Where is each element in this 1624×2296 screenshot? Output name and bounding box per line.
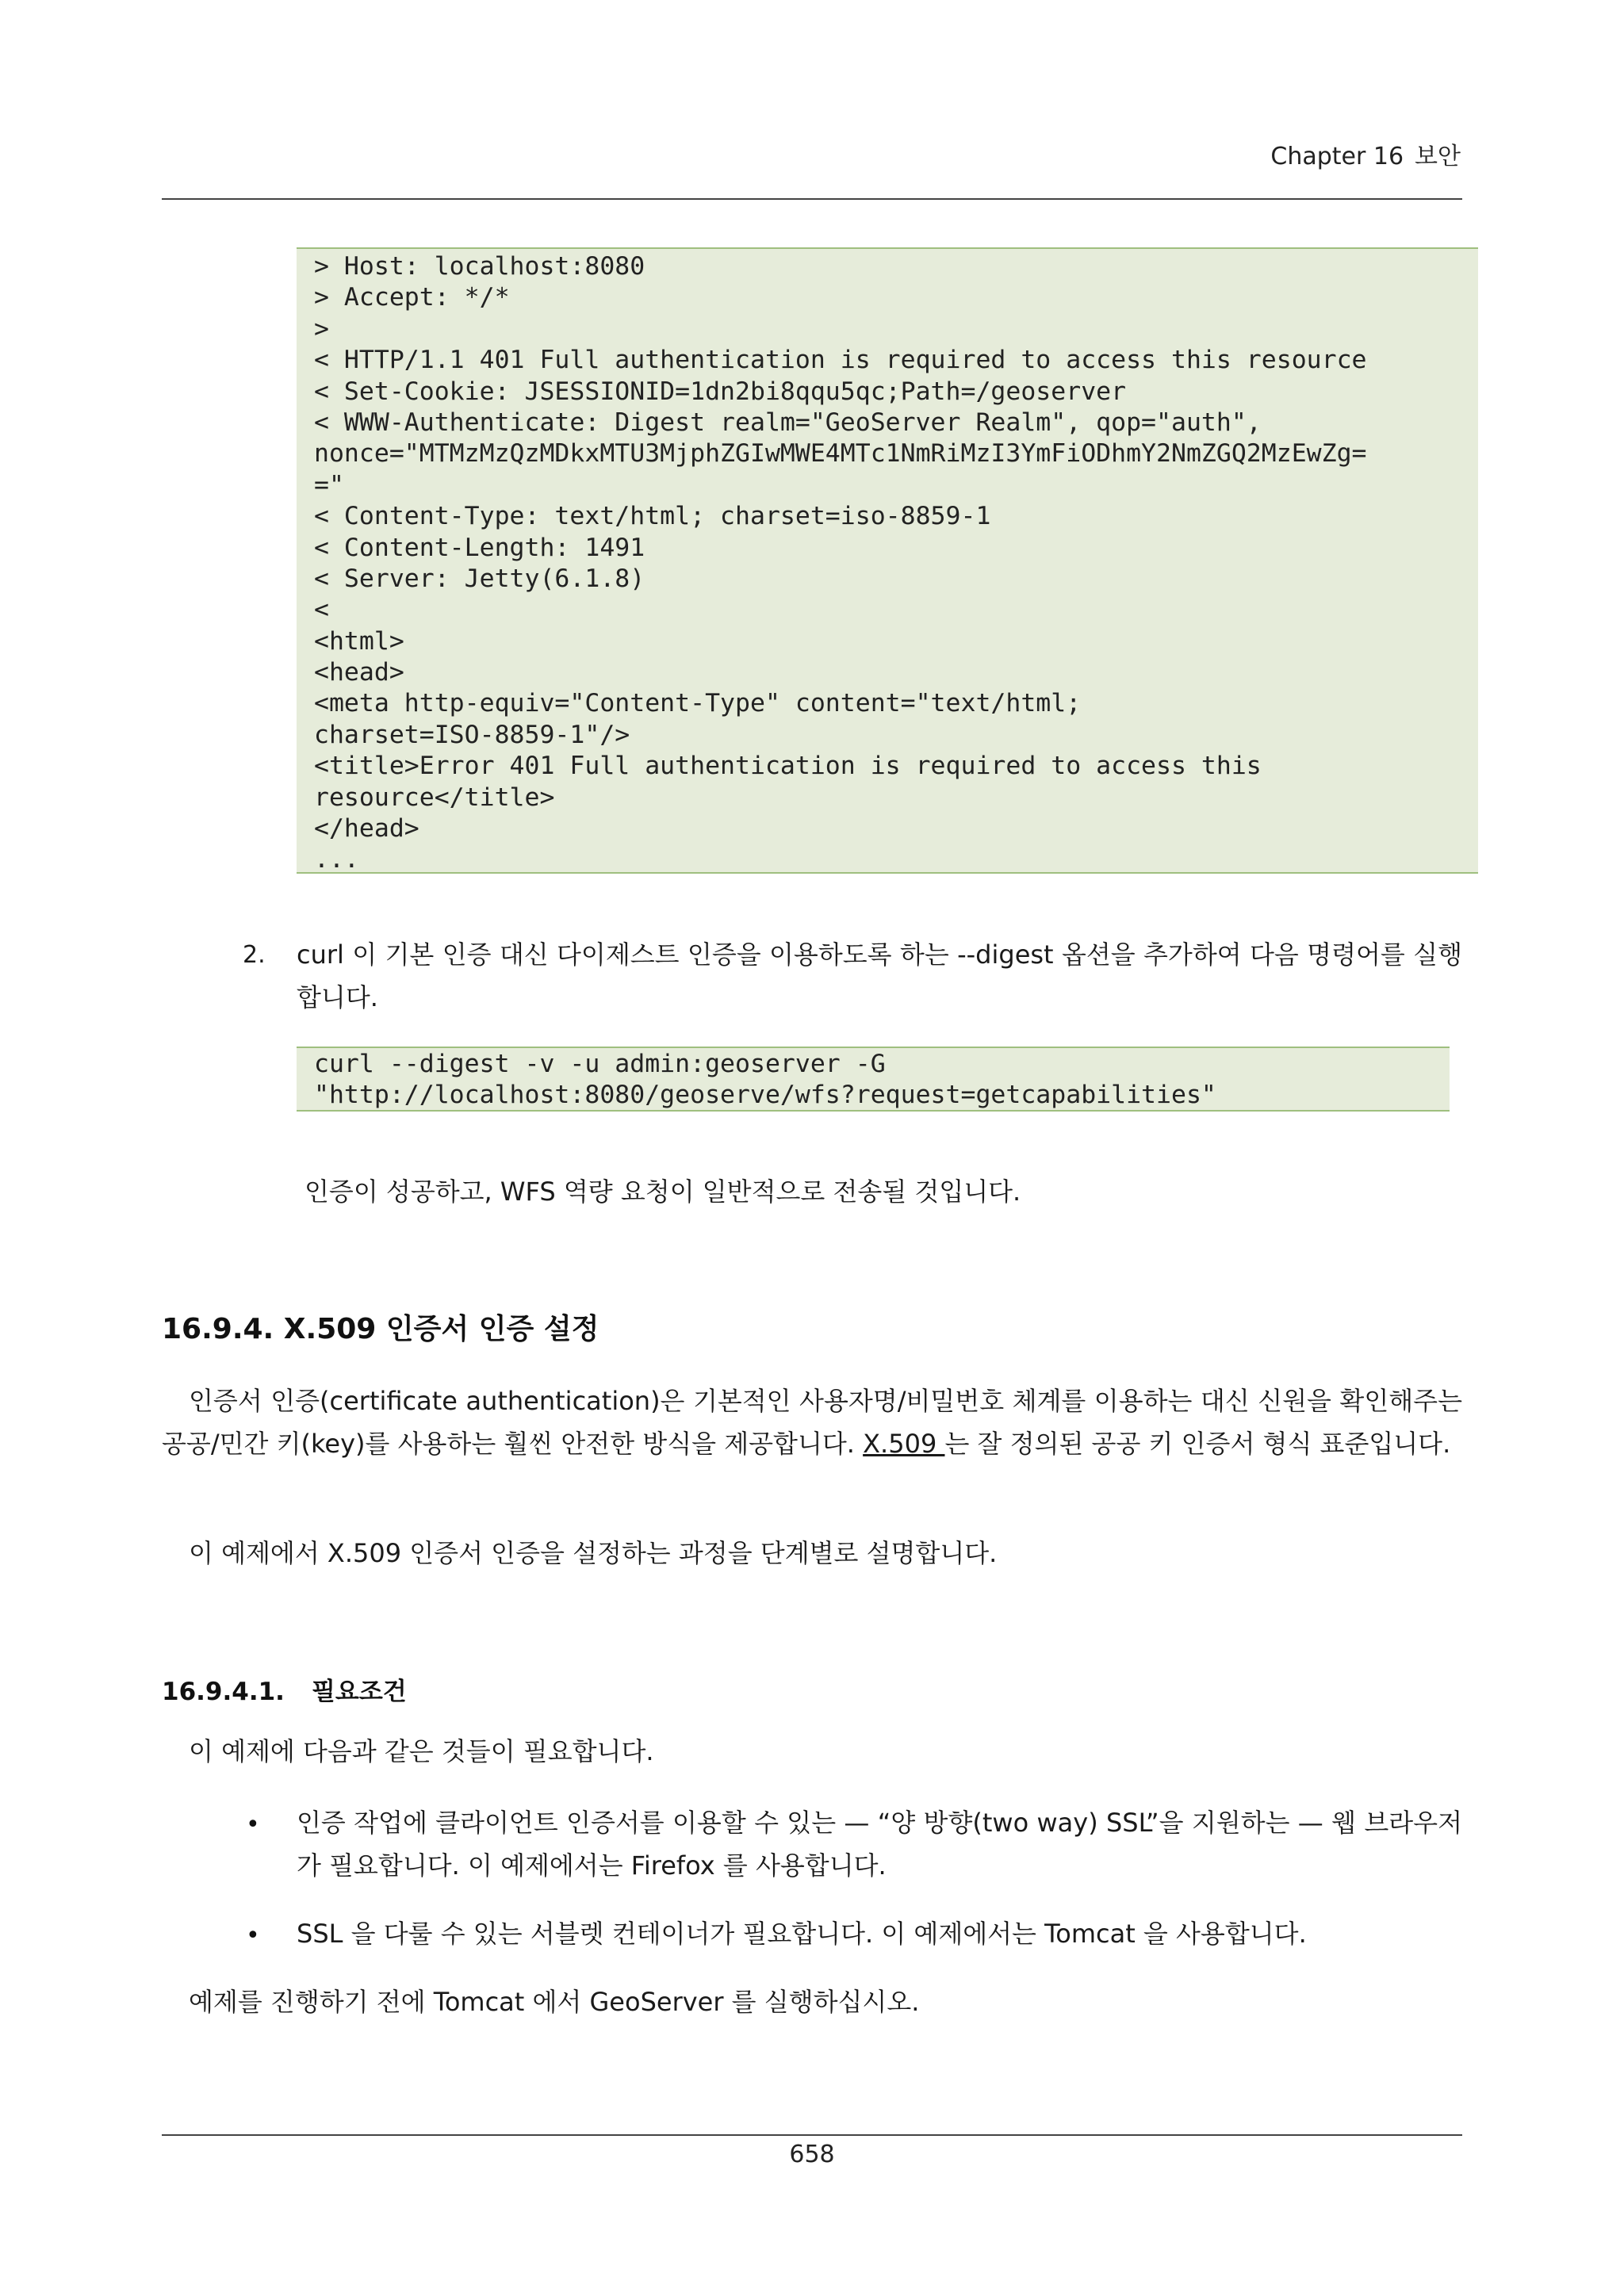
page-number: 658 bbox=[789, 2141, 835, 2168]
code-line: > Accept: */* bbox=[314, 283, 510, 312]
code-line: < Content-Length: 1491 bbox=[314, 533, 645, 562]
bullet-item: SSL 을 다룰 수 있는 서블렛 컨테이너가 필요합니다. 이 예제에서는 Tomcat 을 사용합니다. bbox=[297, 1919, 1307, 1949]
section-paragraph-1-tail: 는 잘 정의된 공공 키 인증서 형식 표준입니다. bbox=[944, 1429, 1451, 1459]
code-block-http-response bbox=[297, 247, 1478, 874]
running-header bbox=[1259, 136, 1461, 171]
code-line: <meta http-equiv="Content-Type" content="text/html; bbox=[314, 689, 1082, 718]
footer-rule bbox=[162, 2134, 1462, 2136]
code-line: <title>Error 401 Full authentication is required to access this bbox=[314, 752, 1262, 781]
header-chapter: Chapter 16 bbox=[1270, 143, 1404, 170]
code-line: <html> bbox=[314, 626, 404, 656]
code-line: resource</title> bbox=[314, 783, 555, 812]
x509-link[interactable]: X.509 bbox=[863, 1429, 945, 1459]
code-line: < Server: Jetty(6.1.8) bbox=[314, 564, 645, 593]
subsection-intro: 이 예제에 다음과 같은 것들이 필요합니다. bbox=[189, 1736, 654, 1766]
code-block-curl-command bbox=[297, 1047, 1450, 1112]
step-2-text: curl 이 기본 인증 대신 다이제스트 인증을 이용하도록 하는 --digest 옵션을 추가하여 다음 명령어를 실행합니다. bbox=[297, 939, 1462, 1012]
section-paragraph-1-text: 인증서 인증(certificate authentication)은 기본적인 사용자명/비밀번호 체계를 이용하는 대신 신원을 확인해주는 공공/민간 키(key)를 사용하는 훨씬 안전한 방식을 제공합니다. bbox=[162, 1386, 1462, 1459]
code-line: < bbox=[314, 595, 329, 625]
bullet-dot: • bbox=[246, 1922, 260, 1950]
section-heading: 16.9.4. X.509 인증서 인증 설정 bbox=[162, 1313, 599, 1345]
section-paragraph-2: 이 예제에서 X.509 인증서 인증을 설정하는 과정을 단계별로 설명합니다. bbox=[189, 1538, 998, 1568]
result-text: 인증이 성공하고, WFS 역량 요청이 일반적으로 전송될 것입니다. bbox=[304, 1177, 1021, 1207]
subsection-title: 필요조건 bbox=[311, 1678, 407, 1706]
bullet-item: 인증 작업에 클라이언트 인증서를 이용할 수 있는 — “양 방향(two way) SSL”을 지원하는 — 웹 브라우저가 필요합니다. 이 예제에서는 Firefox 를 사용합니다. bbox=[297, 1808, 1462, 1881]
code-line: </head> bbox=[314, 814, 419, 844]
code-line: < Content-Type: text/html; charset=iso-8859-1 bbox=[314, 502, 991, 531]
code-line: charset=ISO-8859-1"/> bbox=[314, 720, 630, 749]
header-title: 보안 bbox=[1415, 143, 1461, 170]
code-line: ... bbox=[314, 845, 359, 874]
code-line: > bbox=[314, 314, 329, 343]
code-line: <head> bbox=[314, 658, 404, 687]
step-number: 2. bbox=[243, 941, 266, 969]
section-paragraph-1 bbox=[162, 1380, 1462, 1465]
code-line: < HTTP/1.1 401 Full authentication is required to access this resource bbox=[314, 346, 1367, 375]
subsection-heading bbox=[162, 1671, 407, 1707]
bullet-dot: • bbox=[246, 1811, 260, 1839]
code-line: "http://localhost:8080/geoserve/wfs?request=getcapabilities" bbox=[314, 1081, 1216, 1110]
closing-text: 예제를 진행하기 전에 Tomcat 에서 GeoServer 를 실행하십시오. bbox=[189, 1987, 920, 2017]
code-line: curl --digest -v -u admin:geoserver -G bbox=[314, 1050, 886, 1078]
code-line: < WWW-Authenticate: Digest realm="GeoServer Realm", qop="auth", bbox=[314, 408, 1262, 437]
code-line: =" bbox=[314, 470, 344, 499]
code-line: > Host: localhost:8080 bbox=[314, 252, 645, 281]
code-line: < Set-Cookie: JSESSIONID=1dn2bi8qqu5qc;Path=/geoserver bbox=[314, 377, 1127, 406]
subsection-number: 16.9.4.1. bbox=[162, 1678, 285, 1706]
header-rule bbox=[162, 198, 1462, 200]
code-line: nonce="MTMzMzQzMDkxMTU3MjphZGIwMWE4MTc1NmRiMzI3YmFiODhmY2NmZGQ2MzEwZg= bbox=[314, 439, 1367, 469]
